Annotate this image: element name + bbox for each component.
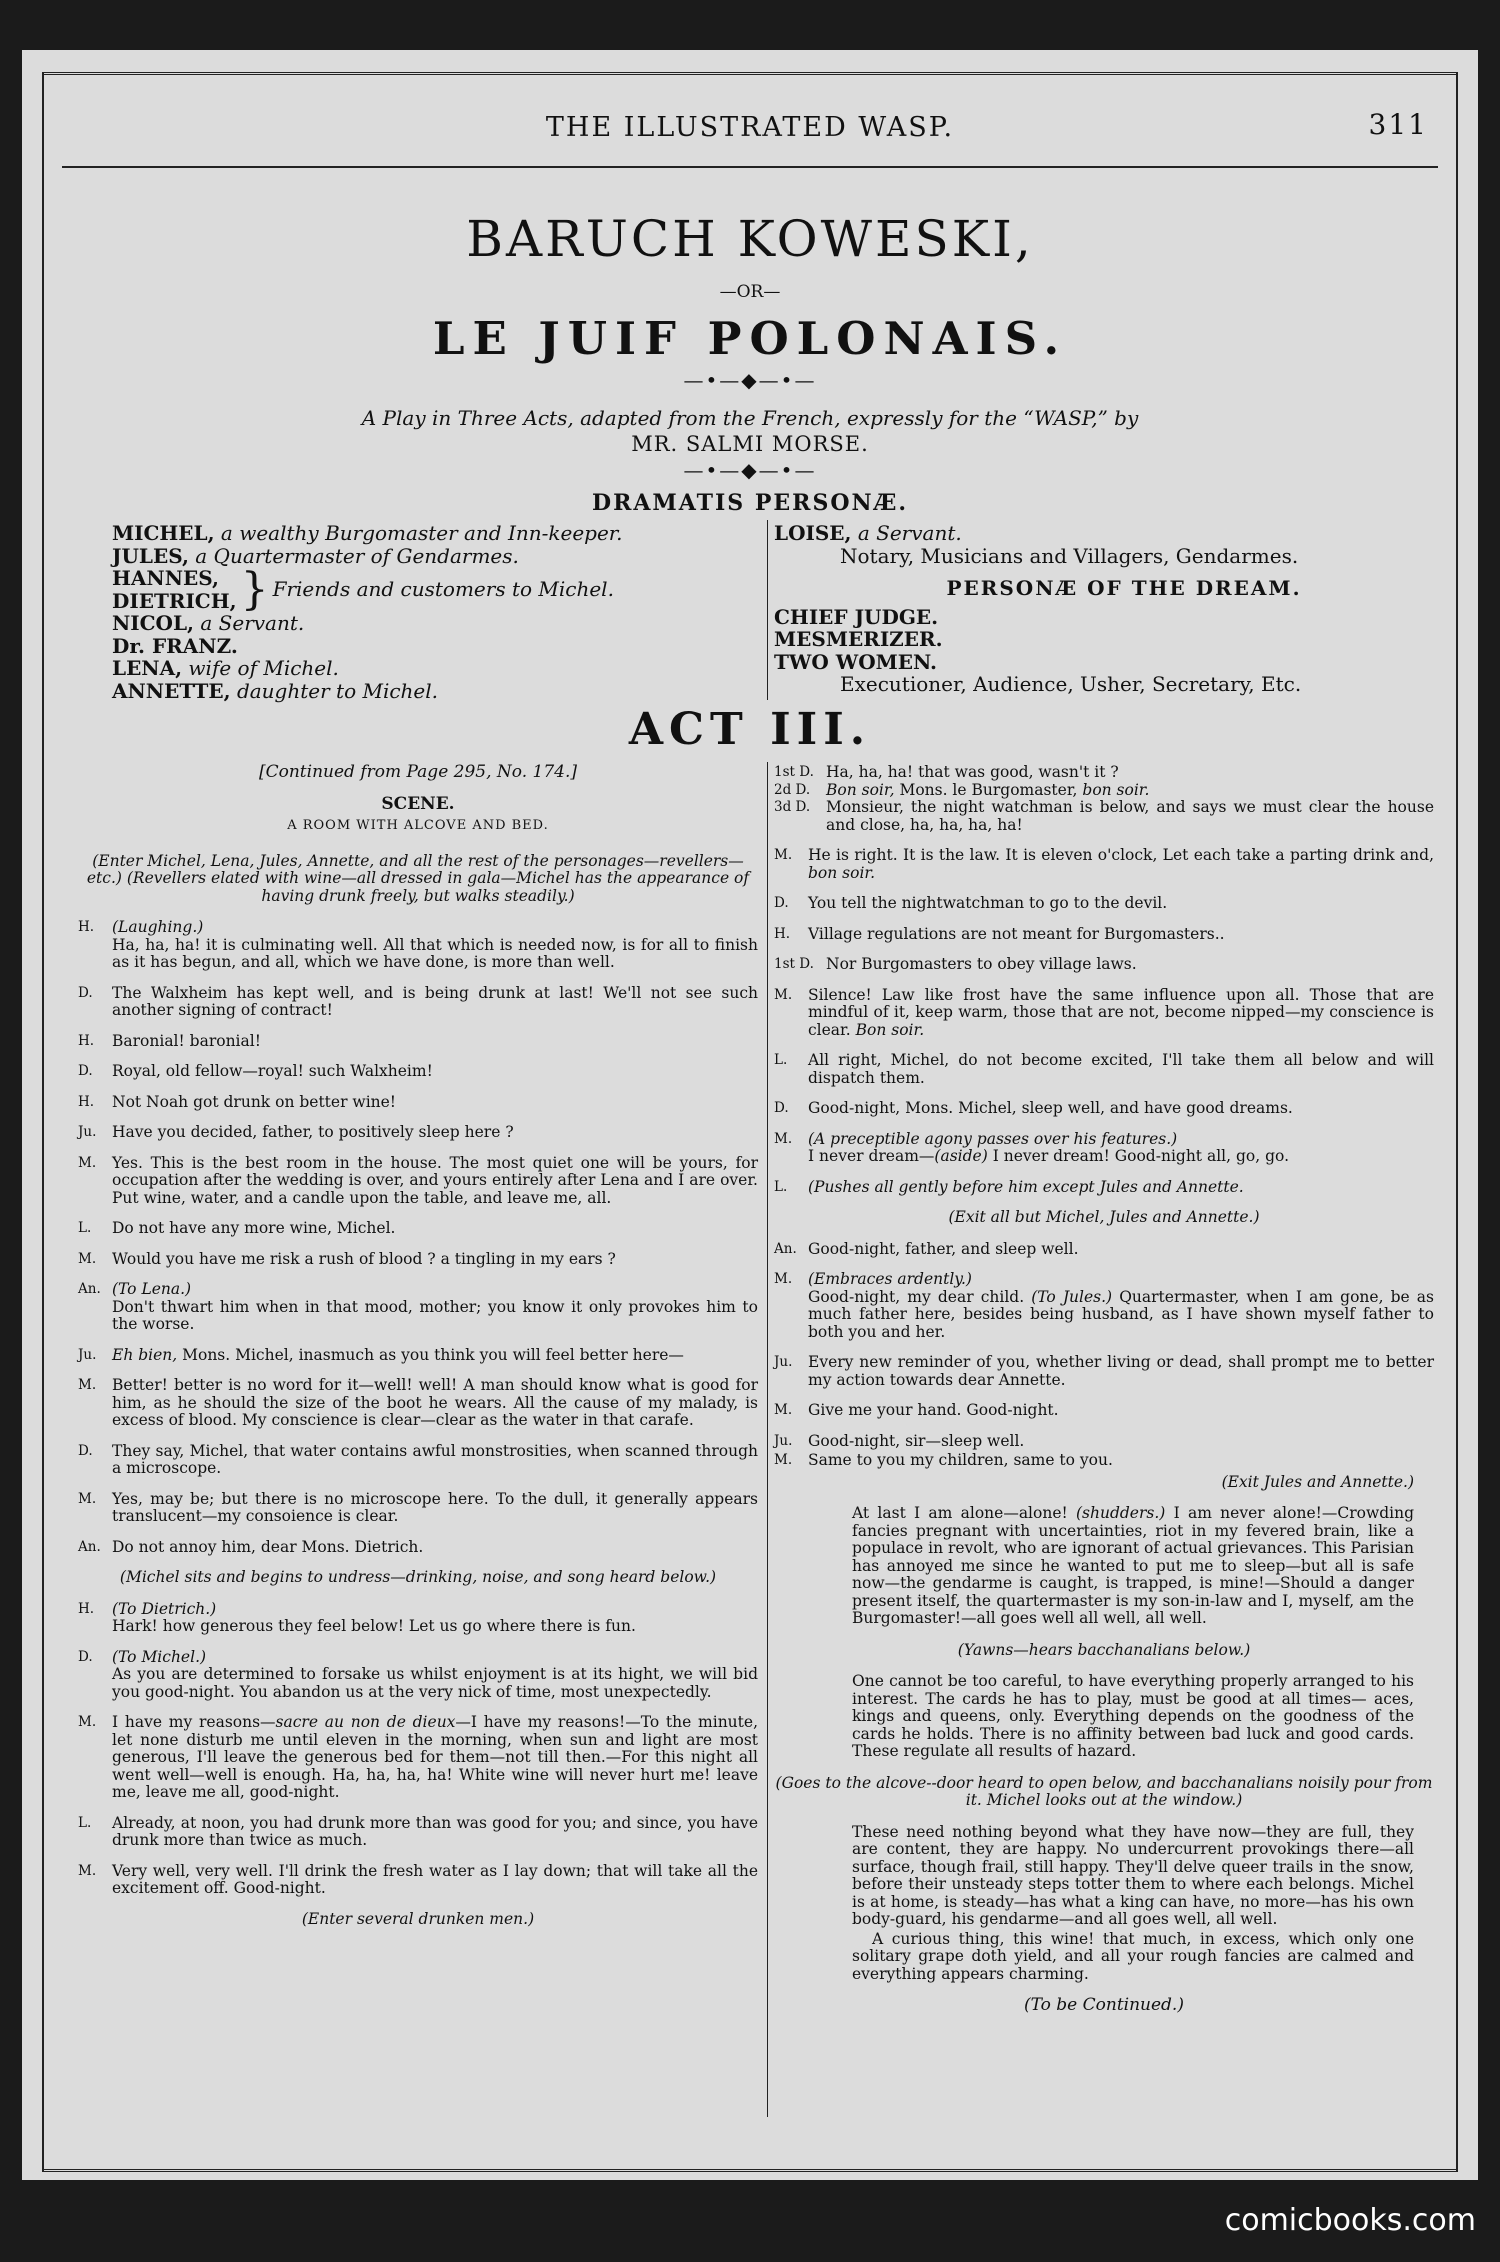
dialogue-line: M. Better! better is no word for it—well! well! A man should know what is good for him, as he should the size of the boot he wears. All the cause of my malady, is excess of blood. My conscience is clear—clear as the water in that carafe. (78, 1376, 758, 1429)
dialogue-line: M. (A preceptible agony passes over his features.) I never dream—(aside) I never dream! Good-night all, go, go. (774, 1129, 1289, 1165)
magazine-page (22, 50, 1478, 2180)
dialogue-line: 1st D. Nor Burgomasters to obey village laws. (774, 955, 1137, 973)
dream-heading: PERSONÆ OF THE DREAM. (946, 576, 1302, 600)
ornament-rule-2: —•—◆—•— (683, 458, 817, 482)
scene-heading: SCENE. (381, 793, 455, 814)
dialogue-line: An. Good-night, father, and sleep well. (774, 1239, 1079, 1258)
dialogue-line: D. (To Michel.) As you are determined to forsake us whilst enjoyment is at its hight, we will bid you good-night. You abandon us at the very nick of time, most unexpectedly. (78, 1647, 758, 1701)
byline: A Play in Three Acts, adapted from the French, expressly for the “WASP,” by (361, 406, 1139, 430)
brace-icon: } (240, 563, 269, 615)
running-header (62, 108, 1438, 152)
header-rule (62, 166, 1438, 168)
to-be-continued: (To be Continued.) (1024, 1995, 1184, 2015)
left-column (78, 764, 758, 1942)
scene-description: A ROOM WITH ALCOVE AND BED. (287, 818, 549, 833)
dialogue-line: L. (Pushes all gently before him except Jules and Annette. (774, 1177, 1244, 1196)
stage-direction: (Exit Jules and Annette.) (1221, 1472, 1414, 1491)
dialogue-line: Ju. Every new reminder of you, whether living or dead, shall prompt me to better my action towards dear Annette. (774, 1353, 1434, 1389)
cast-item: TWO WOMEN. (774, 649, 937, 674)
cast-item: ANNETTE, daughter to Michel. (112, 678, 439, 703)
dialogue-line: D. Good-night, Mons. Michel, sleep well, and have good dreams. (774, 1099, 1293, 1117)
dialogue-group: 1st D. 2d D. 3d D. Ha, ha, ha! that was good, wasn't it ? Bon soir, Mons. le Burgomaster, bon soir. Monsieur, the night watchman is below, and says we must clear the house and close, ha, ha, ha, ha! (774, 763, 1434, 834)
frame-top (42, 72, 1458, 75)
cast-item: LOISE, a Servant. (774, 521, 962, 545)
dialogue-line: D. Royal, old fellow—royal! such Walxheim! (78, 1062, 433, 1080)
watermark: comicbooks.com (1224, 2203, 1476, 2238)
ornament-rule: —•—◆—•— (683, 368, 817, 392)
cast-item: MICHEL, a wealthy Burgomaster and Inn-keeper. (112, 521, 623, 545)
act-heading: ACT III. (628, 704, 872, 755)
dialogue-line: M. Same to you my children, same to you. (774, 1451, 1113, 1469)
dream-extras: Executioner, Audience, Usher, Secretary, Etc. (840, 672, 1302, 696)
cast-list-right (774, 522, 1434, 696)
right-column (774, 764, 1434, 2015)
dialogue-line: Ju. Eh bien, Mons. Michel, inasmuch as you think you will feel better here— (78, 1345, 684, 1364)
dialogue-line: D. The Walxheim has kept well, and is being drunk at last! We'll not see such another signing of contract! (78, 983, 758, 1019)
cast-item: Dr. FRANZ. (112, 633, 238, 658)
dialogue-line: M. Very well, very well. I'll drink the fresh water as I lay down; that will take all the excitement off. Good-night. (78, 1861, 758, 1897)
continued-note: [Continued from Page 295, No. 174.] (258, 762, 578, 782)
dialogue-line: Ju. Good-night, sir—sleep well. (774, 1431, 1025, 1450)
dialogue-line: M. I have my reasons—sacre au non de dieux—I have my reasons!—To the minute, let none disturb me until eleven in the morning, when sun and light are most generous, I'll leave the generous bed for them—not till then.—For this night all went well—well is enough. Ha, ha, ha, ha! White wine will never hurt me! leave me, leave me all, good-night. (78, 1713, 758, 1801)
dialogue-line: Ju. Have you decided, father, to positively sleep here ? (78, 1123, 514, 1141)
monologue-paragraph: A curious thing, this wine! that much, in excess, which only one solitary grape doth yield, and all your rough fancies are calmed and everything appears charming. (852, 1929, 1414, 1983)
dialogue-line: M. He is right. It is the law. It is eleven o'clock, Let each take a parting drink and, bon soir. (774, 846, 1434, 882)
column-divider (767, 762, 768, 2117)
stage-direction: (Enter several drunken men.) (301, 1909, 535, 1928)
cast-item: NICOL, a Servant. (112, 611, 305, 635)
cast-item: MESMERIZER. (774, 627, 943, 651)
cast-pair: HANNES, DIETRICH, } Friends and customers to Michel. (112, 563, 614, 615)
dialogue-line: An. (To Lena.) Don't thwart him when in that mood, mother; you know it only provokes him to the worse. (78, 1280, 758, 1333)
dialogue-line: D. You tell the nightwatchman to go to the devil. (774, 894, 1168, 912)
cast-item: JULES, a Quartermaster of Gendarmes. (112, 543, 519, 568)
monologue-paragraph: At last I am alone—alone! (shudders.) I am never alone!—Crowding fancies pregnant with uncertainties, riot in my fevered brain, like a populace in revolt, who are ignorant of actual grievances. This Parisian has annoyed me since he wanted to put me to sleep—but all is safe now—the gendarme is caught, is trapped, is mine!—Should a danger present itself, the quartermaster is my son-in-law and I, myself, am the Burgomaster!—all goes well all well, all well. (852, 1504, 1414, 1627)
dialogue-line: M. Give me your hand. Good-night. (774, 1401, 1059, 1419)
stage-direction: (Goes to the alcove--door heard to open below, and bacchanalians noisily pour from it. Michel looks out at the window.) (775, 1773, 1433, 1809)
frame-bottom (42, 2169, 1458, 2172)
personae-heading: DRAMATIS PERSONÆ. (591, 490, 909, 516)
dialogue-line: M. Yes, may be; but there is no microscope here. To the dull, it generally appears translucent—my consoience is clear. (78, 1489, 758, 1525)
dialogue-line: M. Yes. This is the best room in the house. The most quiet one will be yours, for occupation after the wedding is over, and yours entirely after Lena and I are over. Put wine, water, and a candle upon the table, and leave me, all. (78, 1153, 758, 1207)
dialogue-line: L. Already, at noon, you had drunk more than was good for you; and since, you have drunk more than twice as much. (78, 1813, 758, 1849)
play-subtitle: LE JUIF POLONAIS. (432, 312, 1068, 365)
cast-item: CHIEF JUDGE. (774, 604, 939, 629)
monologue-paragraph: These need nothing beyond what they have now—they are full, they are content, they are happy. No undercurrent provokings there—all surface, though frail, still happy. They'll delve queer trails in the snow, before their unsteady steps totter them to where each belongs. Michel is at home, is steady—has what a king can have, no more—has his own body-guard, his gendarme—and all goes well, all well. (852, 1822, 1414, 1928)
dialogue-line: M. Would you have me risk a rush of blood ? a tingling in my ears ? (78, 1249, 616, 1268)
cast-list-left (112, 522, 752, 702)
dialogue-line: H. (To Dietrich.) Hark! how generous they feel below! Let us go where there is fun. (78, 1599, 636, 1635)
cast-divider (767, 520, 768, 700)
dialogue-line: L. Do not have any more wine, Michel. (78, 1219, 396, 1237)
stage-direction: (Exit all but Michel, Jules and Annette.) (948, 1208, 1260, 1226)
dialogue-line: M. (Embraces ardently.) Good-night, my dear child. (To Jules.) Quartermaster, when I am gone, be as much father here, besides being husband, as I have shown myself father to both you and her. (774, 1270, 1434, 1341)
running-title: THE ILLUSTRATED WASP. (545, 112, 955, 143)
stage-direction: (Enter Michel, Lena, Jules, Annette, and all the rest of the personages—revellers—etc.) (Revellers elated with wine—all dressed in gala—Michel has the appearance of having drunk freely, but walks steadily.) (86, 851, 750, 905)
cast-item: LENA, wife of Michel. (112, 656, 339, 680)
dialogue-line: H. Baronial! baronial! (78, 1031, 261, 1050)
stage-direction: (Yawns—hears bacchanalians below.) (957, 1640, 1251, 1659)
dialogue-line: D. They say, Michel, that water contains awful monstrosities, when scanned through a microscope. (78, 1441, 758, 1477)
dialogue-line: M. Silence! Law like frost have the same influence upon all. Those that are mindful of it, keep warm, those that are not, become nipped—my conscience is clear. Bon soir. (774, 985, 1434, 1039)
dialogue-line: H. (Laughing.) Ha, ha, ha! it is culminating well. All that which is needed now, is for all to finish as it has begun, and all, which we have done, is more than well. (78, 918, 758, 971)
dialogue-line: H. Village regulations are not meant for Burgomasters.. (774, 924, 1225, 943)
cast-extras: Notary, Musicians and Villagers, Gendarmes. (840, 543, 1299, 568)
dialogue-line: H. Not Noah got drunk on better wine! (78, 1092, 397, 1111)
dialogue-line: An. Do not annoy him, dear Mons. Dietrich. (78, 1537, 424, 1556)
stage-direction: (Michel sits and begins to undress—drinking, noise, and song heard below.) (119, 1568, 717, 1586)
title-or: —OR— (719, 282, 781, 302)
page-number: 311 (1368, 108, 1428, 141)
dialogue-line: L. All right, Michel, do not become excited, I'll take them all below and will dispatch them. (774, 1051, 1434, 1087)
monologue-paragraph: One cannot be too careful, to have everything properly arranged to his interest. The cards he has to play, must be good at all times— aces, kings and queens, only. Everything depends on the goodness of the cards he holds. There is no affinity between bad luck and good cards. These regulate all results of hazard. (852, 1672, 1414, 1760)
play-title: BARUCH KOWESKI, (466, 210, 1034, 268)
author: MR. SALMI MORSE. (631, 432, 869, 456)
